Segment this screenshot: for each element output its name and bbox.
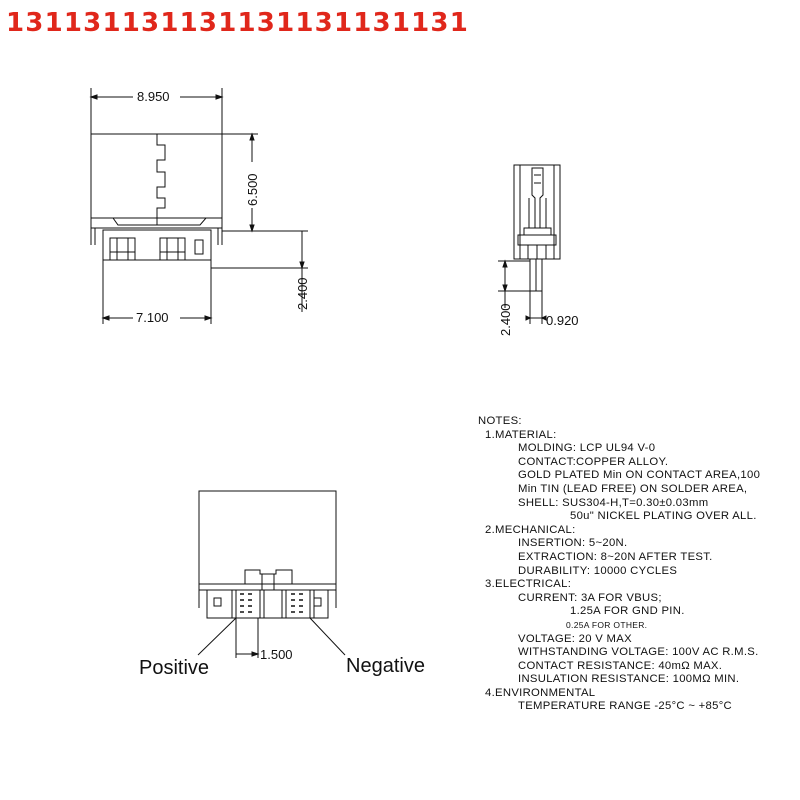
dim-pin-span: 7.100 <box>136 310 169 325</box>
note-line: CONTACT RESISTANCE: 40mΩ MAX. <box>518 659 723 672</box>
bottom-view <box>198 491 345 658</box>
note-line: CURRENT: 3A FOR VBUS; <box>518 591 662 604</box>
note-line: MOLDING: LCP UL94 V-0 <box>518 442 656 455</box>
positive-label: Positive <box>139 657 210 679</box>
note-line: VOLTAGE: 20 V MAX <box>518 632 632 645</box>
note-line: 3.ELECTRICAL: <box>485 578 572 591</box>
note-line: 50u" NICKEL PLATING OVER ALL. <box>570 510 757 523</box>
dim-pin-length-front: 2.400 <box>295 277 310 310</box>
note-line: Min TIN (LEAD FREE) ON SOLDER AREA, <box>518 482 748 495</box>
note-line: NOTES: <box>478 415 522 427</box>
note-line: GOLD PLATED Min ON CONTACT AREA,100 <box>518 469 761 482</box>
negative-label: Negative <box>346 655 425 677</box>
note-line: 4.ENVIRONMENTAL <box>485 686 596 699</box>
dim-pin-length-side: 2.400 <box>498 303 513 336</box>
dim-pin-pitch: 1.500 <box>260 647 293 662</box>
note-line: CONTACT:COPPER ALLOY. <box>518 455 669 468</box>
note-line: 0.25A FOR OTHER. <box>566 619 648 630</box>
front-view <box>91 88 308 324</box>
dim-height-body: 6.500 <box>245 173 260 206</box>
note-line: 1.25A FOR GND PIN. <box>570 605 685 618</box>
note-line: INSULATION RESISTANCE: 100MΩ MIN. <box>518 673 740 686</box>
note-line: INSERTION: 5~20N. <box>518 537 628 550</box>
dim-side-thickness: 0.920 <box>546 313 579 328</box>
notes-block <box>478 415 760 714</box>
note-line: WITHSTANDING VOLTAGE: 100V AC R.M.S. <box>518 646 759 659</box>
dim-width-top: 8.950 <box>137 89 170 104</box>
note-line: 2.MECHANICAL: <box>485 523 576 536</box>
note-line: 1.MATERIAL: <box>485 428 557 441</box>
note-line: TEMPERATURE RANGE -25°C ~ +85°C <box>518 700 732 713</box>
note-line: EXTRACTION: 8~20N AFTER TEST. <box>518 550 713 563</box>
banner-title: 131131131131131131131131 <box>6 8 469 38</box>
side-view <box>498 165 560 324</box>
note-line: DURABILITY: 10000 CYCLES <box>518 564 678 577</box>
note-line: SHELL: SUS304-H,T=0.30±0.03mm <box>518 496 709 509</box>
